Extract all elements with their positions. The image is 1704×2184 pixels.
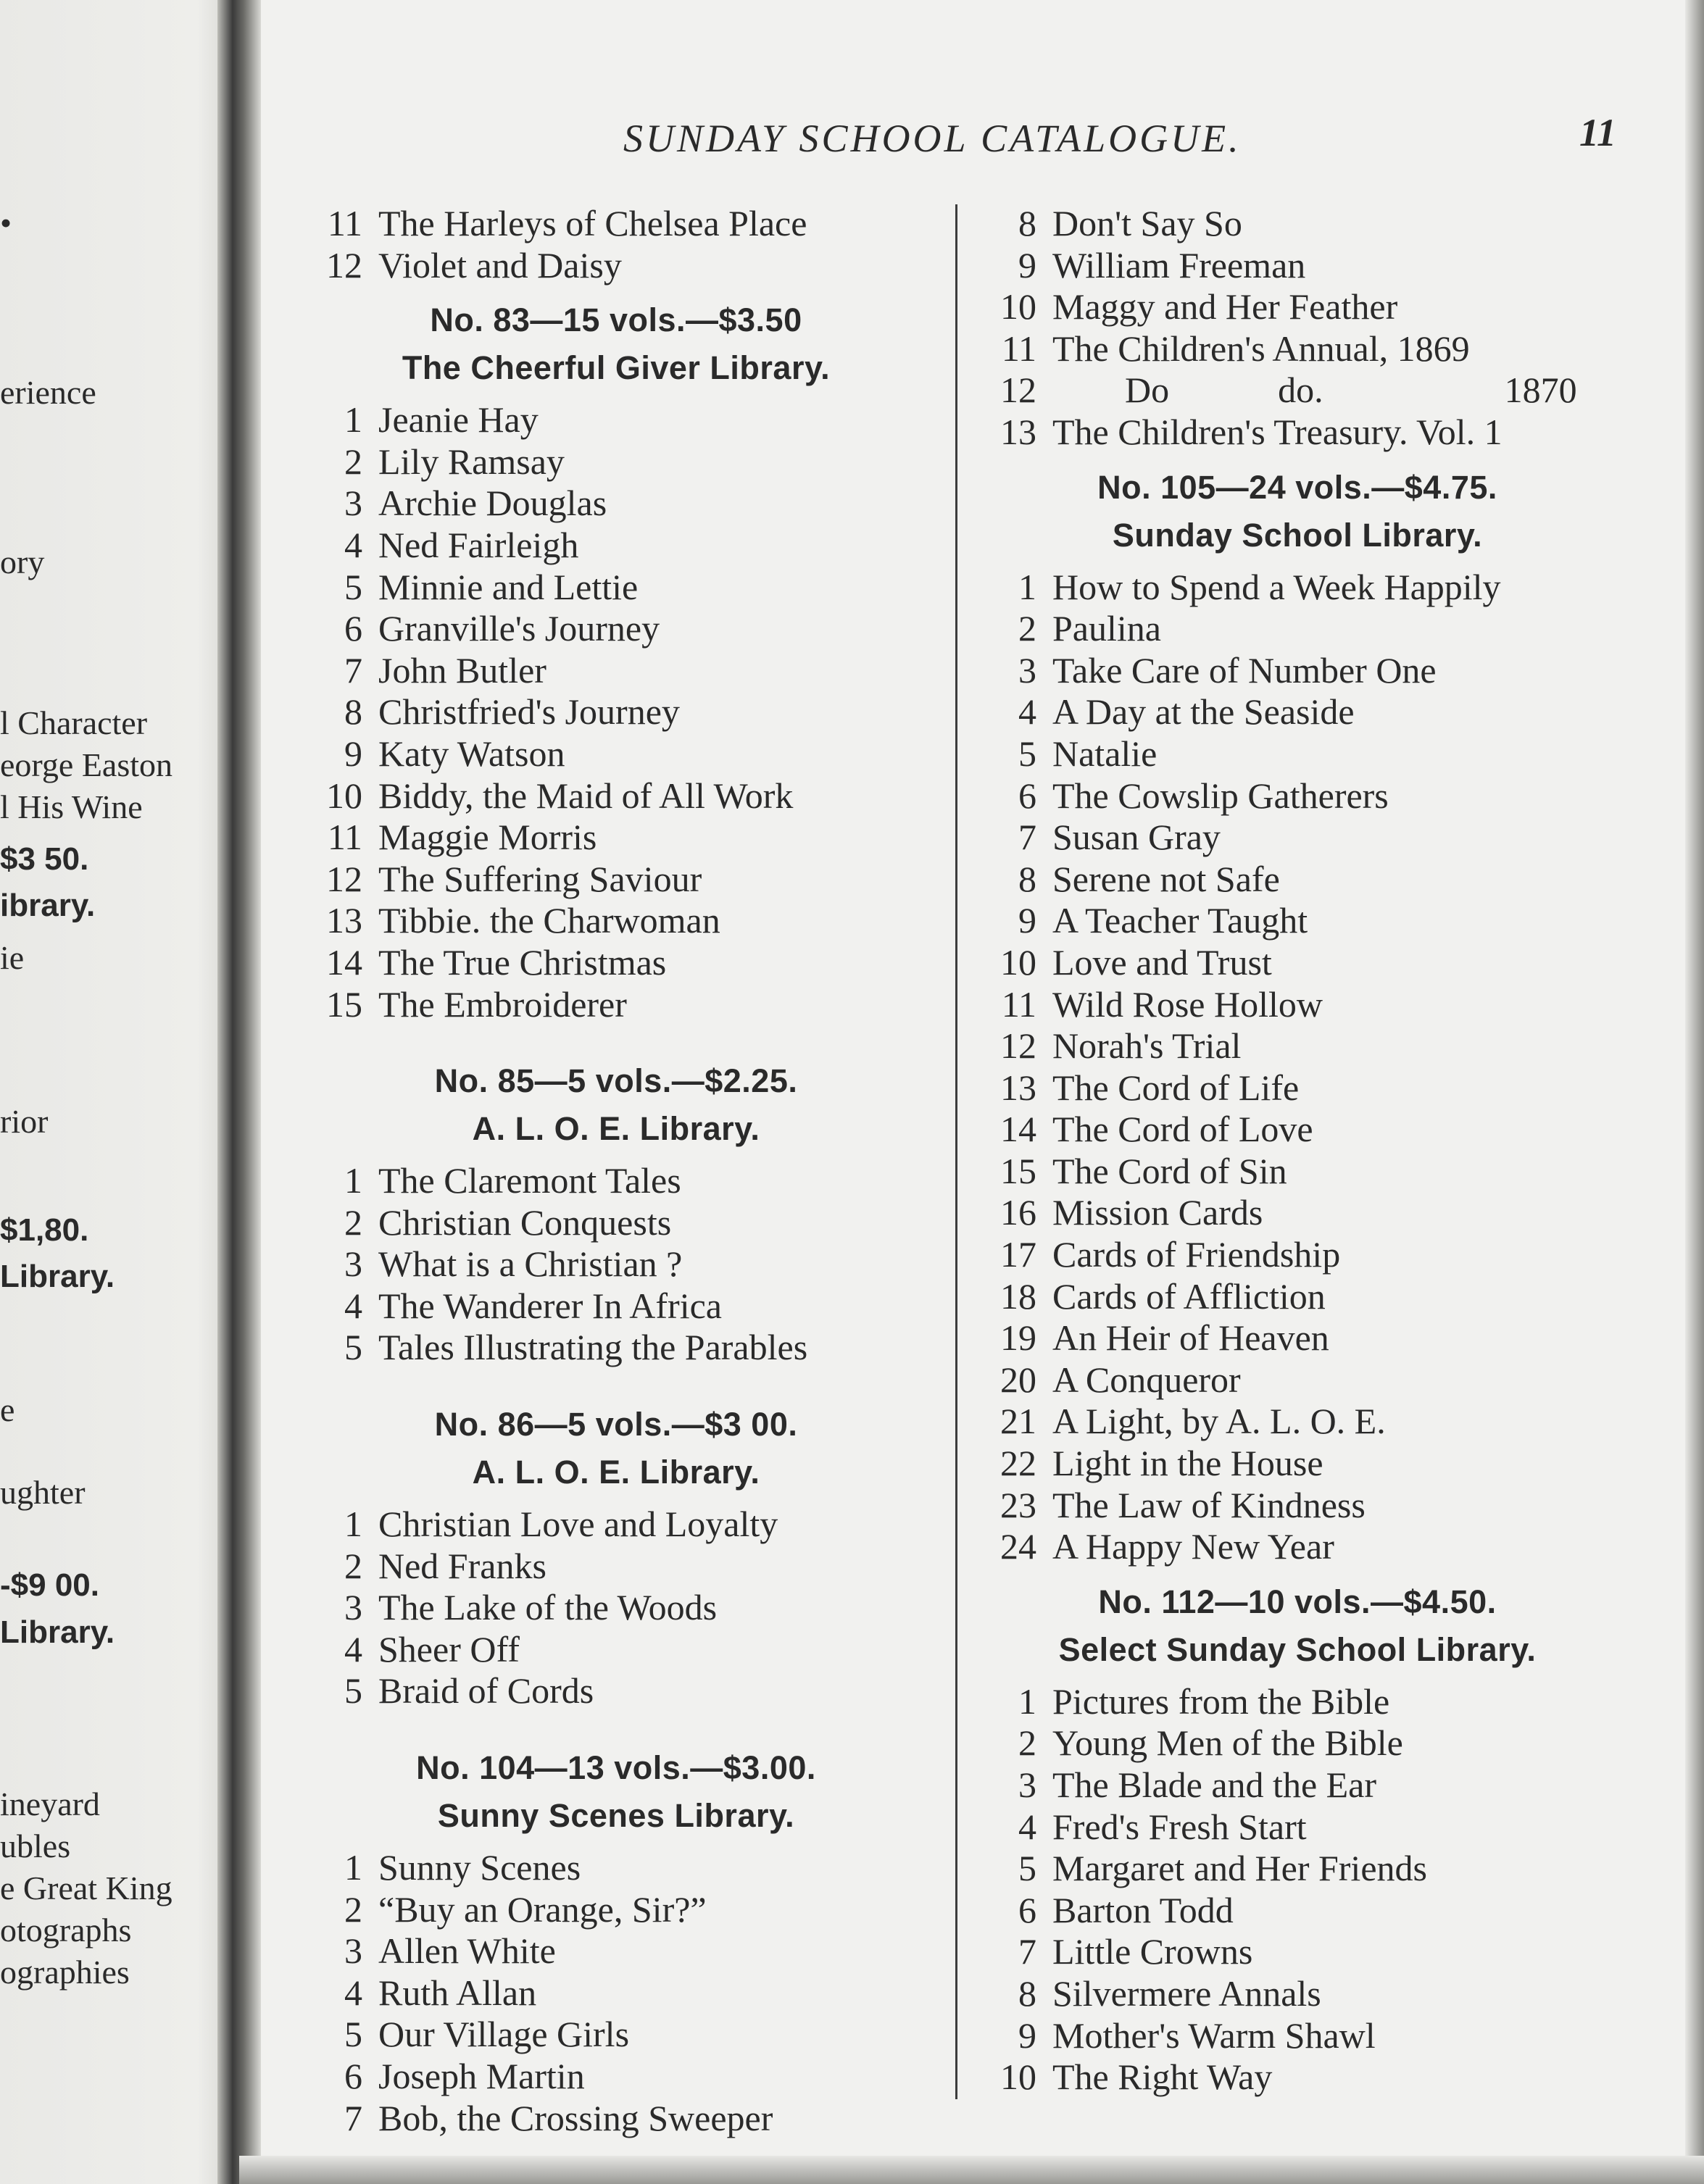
entry-number: 9 — [344, 733, 362, 774]
entry-number: 5 — [344, 1670, 362, 1712]
entry-number: 10 — [1000, 941, 1036, 983]
entry-title: Natalie — [1052, 733, 1158, 774]
catalogue-entry — [971, 370, 1624, 412]
entry-number: 22 — [1000, 1443, 1036, 1484]
catalogue-entry — [971, 817, 1624, 859]
catalogue-entry — [971, 1192, 1624, 1234]
catalogue-entry — [297, 1243, 935, 1285]
entry-title: Katy Watson — [378, 733, 565, 774]
entry-title: A Day at the Seaside — [1052, 691, 1355, 733]
catalogue-entry — [971, 775, 1624, 817]
entry-number: 15 — [326, 983, 362, 1025]
entry-number: 7 — [1018, 817, 1036, 858]
catalogue-entry — [971, 900, 1624, 942]
entry-number: 14 — [1000, 1109, 1036, 1150]
entry-number: 10 — [1000, 2056, 1036, 2098]
entry-title: Silvermere Annals — [1052, 1972, 1321, 2014]
catalogue-entry — [971, 286, 1624, 328]
catalogue-entry — [971, 1973, 1624, 2015]
entry-title: The Wanderer In Africa — [378, 1285, 722, 1326]
entry-title: Cards of Friendship — [1052, 1234, 1341, 1275]
entry-title: Violet and Daisy — [378, 244, 622, 285]
entry-title: John Butler — [378, 649, 546, 691]
entry-title: The Right Way — [1052, 2056, 1273, 2098]
entry-number: 10 — [1000, 286, 1036, 328]
entry-title: Sheer Off — [378, 1628, 520, 1670]
catalogue-entry — [297, 859, 935, 901]
entry-number: 4 — [344, 1972, 362, 2013]
entry-number: 5 — [344, 1327, 362, 1368]
facing-page-text: $1,80. — [0, 1212, 89, 1248]
catalogue-entry — [297, 1889, 935, 1931]
catalogue-entry — [971, 1276, 1624, 1318]
entry-title: William Freeman — [1052, 244, 1306, 285]
entry-title: Bob, the Crossing Sweeper — [378, 2097, 773, 2138]
catalogue-entry — [297, 1629, 935, 1671]
entry-title: The Harleys of Chelsea Place — [378, 203, 807, 243]
facing-page-text: e Great King — [0, 1870, 173, 1906]
catalogue-entry — [971, 1109, 1624, 1151]
catalogue-entry — [971, 1806, 1624, 1849]
catalogue-column-right — [971, 203, 1624, 2098]
entry-title: The Cord of Life — [1052, 1067, 1300, 1108]
entry-number: 15 — [1000, 1150, 1036, 1191]
entry-number: 1 — [344, 1847, 362, 1888]
entry-title: Tibbie. the Charwoman — [378, 900, 720, 941]
entry-title: Ned Fairleigh — [378, 524, 579, 565]
entry-number: 4 — [1018, 1806, 1036, 1847]
entry-title: Barton Todd — [1052, 1889, 1234, 1930]
catalogue-entry — [297, 2098, 935, 2140]
catalogue-entry — [971, 328, 1624, 370]
entry-title: Cards of Affliction — [1052, 1275, 1326, 1317]
library-name: A. L. O. E. Library. — [472, 1454, 760, 1491]
catalogue-column-left — [297, 203, 935, 2139]
entry-number: 6 — [1018, 775, 1036, 816]
catalogue-entry — [297, 567, 935, 609]
catalogue-entry — [971, 733, 1624, 775]
entry-title: Tales Illustrating the Parables — [378, 1327, 808, 1368]
catalogue-entry — [971, 1067, 1624, 1109]
catalogue-entry — [297, 817, 935, 859]
entry-number: 1 — [344, 1160, 362, 1201]
entry-number: 12 — [1000, 1025, 1036, 1067]
entry-number: 18 — [1000, 1275, 1036, 1317]
entry-number: 9 — [1018, 900, 1036, 941]
entry-title: The Blade and the Ear — [1052, 1764, 1377, 1805]
library-name: Sunday School Library. — [1112, 516, 1483, 554]
facing-page-text: ineyard — [0, 1785, 100, 1822]
entry-title: Light in the House — [1052, 1443, 1323, 1484]
facing-page-text: erience — [0, 374, 96, 411]
facing-page-text: ory — [0, 543, 45, 580]
facing-page-text: -$9 00. — [0, 1567, 99, 1603]
facing-page-text: ie — [0, 939, 25, 976]
entry-number: 6 — [1018, 1889, 1036, 1930]
catalogue-entry — [297, 608, 935, 650]
library-name: Sunny Scenes Library. — [437, 1797, 795, 1835]
column-divider — [955, 204, 957, 2099]
entry-number: 1 — [1018, 1680, 1036, 1722]
catalogue-entry — [297, 1847, 935, 1889]
catalogue-entry — [971, 245, 1624, 287]
entry-number: 8 — [1018, 858, 1036, 899]
entry-title: Maggy and Her Feather — [1052, 286, 1398, 328]
catalogue-entry — [971, 1526, 1624, 1568]
entry-number: 7 — [1018, 1931, 1036, 1972]
entry-title: The Children's Treasury. Vol. 1 — [1052, 411, 1503, 452]
entry-number: 4 — [344, 1628, 362, 1670]
entry-number: 21 — [1000, 1401, 1036, 1442]
entry-number: 11 — [327, 817, 362, 858]
catalogue-entry — [297, 984, 935, 1026]
entry-title: A Teacher Taught — [1052, 900, 1308, 941]
entry-title: Christian Love and Loyalty — [378, 1504, 778, 1545]
entry-number: 5 — [344, 566, 362, 607]
entry-number: 5 — [344, 2014, 362, 2055]
catalogue-entry — [971, 1485, 1624, 1527]
facing-page-text: ibrary. — [0, 888, 96, 923]
entry-number: 13 — [1000, 411, 1036, 452]
entry-title: Mother's Warm Shawl — [1052, 2014, 1376, 2056]
catalogue-entry — [297, 900, 935, 942]
catalogue-entry — [297, 1587, 935, 1629]
entry-title: The Cord of Love — [1052, 1109, 1313, 1150]
entry-number: 11 — [1001, 983, 1036, 1025]
entry-title: The Law of Kindness — [1052, 1484, 1366, 1525]
catalogue-entry — [971, 203, 1624, 245]
entry-title: The Cord of Sin — [1052, 1150, 1287, 1191]
entry-number: 23 — [1000, 1484, 1036, 1525]
entry-title: Little Crowns — [1052, 1931, 1253, 1972]
entry-title: The Claremont Tales — [378, 1160, 681, 1201]
entry-title: Archie Douglas — [378, 483, 607, 524]
facing-page-text: e — [0, 1391, 15, 1428]
entry-title: Allen White — [378, 1930, 556, 1972]
section-spacer — [297, 1712, 935, 1734]
entry-number: 6 — [344, 2056, 362, 2096]
entry-number: 24 — [1000, 1526, 1036, 1567]
entry-title: The Suffering Saviour — [378, 858, 702, 899]
entry-number: 9 — [1018, 2014, 1036, 2056]
catalogue-entry — [971, 1151, 1624, 1193]
library-name: The Cheerful Giver Library. — [402, 349, 831, 387]
catalogue-entry — [297, 1546, 935, 1588]
facing-page-text: otographs — [0, 1912, 132, 1948]
catalogue-entry — [297, 1972, 935, 2014]
catalogue-entry — [297, 1160, 935, 1202]
entry-title: “Buy an Orange, Sir?” — [378, 1888, 707, 1930]
entry-number: 12 — [326, 244, 362, 285]
entry-number: 14 — [326, 941, 362, 983]
entry-title: Don't Say So — [1052, 203, 1242, 243]
entry-title: Take Care of Number One — [1052, 649, 1437, 691]
catalogue-entry — [971, 984, 1624, 1026]
facing-page-text: • — [0, 204, 12, 241]
entry-title: Granville's Journey — [378, 608, 660, 649]
entry-number: 3 — [344, 483, 362, 524]
facing-page-text: l His Wine — [0, 788, 143, 825]
library-number-price: No. 83—15 vols.—$3.50 — [430, 301, 802, 339]
catalogue-entry — [297, 775, 935, 817]
entry-number: 12 — [1000, 370, 1036, 411]
catalogue-entry — [971, 1443, 1624, 1485]
catalogue-entry — [971, 650, 1624, 692]
entry-number: 4 — [344, 1285, 362, 1326]
entry-title: The Cowslip Gatherers — [1052, 775, 1389, 816]
facing-page-text: Library. — [0, 1259, 115, 1294]
entry-title: Wild Rose Hollow — [1052, 983, 1323, 1025]
entry-title: How to Spend a Week Happily — [1052, 566, 1501, 607]
entry-title: The True Christmas — [378, 941, 667, 983]
running-title: SUNDAY SCHOOL CATALOGUE. — [623, 117, 1242, 160]
entry-title: Christian Conquests — [378, 1201, 672, 1243]
entry-number: 12 — [326, 858, 362, 899]
facing-page-text: Library. — [0, 1614, 115, 1650]
entry-title: Sunny Scenes — [378, 1847, 581, 1888]
entry-number: 10 — [326, 775, 362, 816]
page-bottom-shadow — [239, 2156, 1704, 2184]
entry-title: Christfried's Journey — [378, 691, 680, 733]
entry-title: Lily Ramsay — [378, 441, 565, 482]
library-number-price: No. 105—24 vols.—$4.75. — [1097, 468, 1497, 506]
facing-page-text: rior — [0, 1103, 49, 1140]
catalogue-entry — [971, 2056, 1624, 2098]
entry-title: An Heir of Heaven — [1052, 1317, 1329, 1359]
entry-number: 3 — [1018, 649, 1036, 691]
catalogue-entry — [971, 1025, 1624, 1067]
entry-title: Braid of Cords — [378, 1670, 594, 1712]
catalogue-entry — [297, 1670, 935, 1712]
entry-number: 2 — [1018, 608, 1036, 649]
entry-number: 2 — [344, 1201, 362, 1243]
entry-number: 8 — [344, 691, 362, 733]
entry-title: Ruth Allan — [378, 1972, 537, 2013]
entry-number: 5 — [1018, 733, 1036, 774]
catalogue-entry — [297, 650, 935, 692]
entry-number: 2 — [1018, 1722, 1036, 1764]
entry-title: Young Men of the Bible — [1052, 1722, 1403, 1764]
entry-number: 11 — [327, 203, 362, 243]
entry-title: Jeanie Hay — [378, 399, 539, 441]
entry-title: Norah's Trial — [1052, 1025, 1242, 1067]
catalogue-entry — [971, 2015, 1624, 2057]
catalogue-entry — [297, 1930, 935, 1972]
entry-title: Susan Gray — [1052, 817, 1221, 858]
entry-title: The Lake of the Woods — [378, 1587, 718, 1628]
page-number: 11 — [1579, 111, 1616, 154]
catalogue-entry — [297, 441, 935, 483]
entry-title: A Light, by A. L. O. E. — [1052, 1401, 1386, 1442]
entry-title: Pictures from the Bible — [1052, 1680, 1390, 1722]
entry-title: Serene not Safe — [1052, 858, 1280, 899]
entry-number: 1 — [344, 399, 362, 441]
entry-number: 3 — [344, 1587, 362, 1628]
entry-number: 11 — [1001, 328, 1036, 369]
catalogue-entry — [297, 483, 935, 525]
catalogue-entry — [297, 942, 935, 984]
library-number-price: No. 86—5 vols.—$3 00. — [434, 1406, 798, 1443]
entry-title: Fred's Fresh Start — [1052, 1806, 1307, 1847]
catalogue-entry — [971, 1401, 1624, 1443]
catalogue-entry — [971, 1234, 1624, 1276]
catalogue-entry — [971, 1722, 1624, 1764]
entry-title: Do do. 1870 — [1052, 370, 1577, 411]
library-name: A. L. O. E. Library. — [472, 1110, 760, 1148]
catalogue-entry — [971, 859, 1624, 901]
catalogue-entry — [297, 203, 935, 245]
entry-title: Maggie Morris — [378, 817, 597, 858]
entry-title: A Happy New Year — [1052, 1526, 1334, 1567]
library-number-price: No. 112—10 vols.—$4.50. — [1098, 1583, 1497, 1620]
entry-title: Minnie and Lettie — [378, 566, 639, 607]
facing-page-text: l Character — [0, 704, 148, 741]
catalogue-entry — [297, 691, 935, 733]
entry-number: 2 — [344, 1545, 362, 1586]
entry-number: 13 — [1000, 1067, 1036, 1108]
catalogue-entry — [297, 733, 935, 775]
entry-number: 16 — [1000, 1192, 1036, 1233]
catalogue-entry — [297, 245, 935, 287]
entry-title: The Children's Annual, 1869 — [1052, 328, 1470, 369]
entry-title: A Conqueror — [1052, 1359, 1241, 1400]
catalogue-entry — [297, 1285, 935, 1328]
catalogue-entry — [971, 1359, 1624, 1401]
entry-title: Biddy, the Maid of All Work — [378, 775, 794, 816]
facing-page-fragment — [0, 0, 232, 2184]
entry-number: 2 — [344, 1888, 362, 1930]
catalogue-entry — [297, 1327, 935, 1369]
entry-number: 4 — [344, 524, 362, 565]
catalogue-entry — [971, 412, 1624, 454]
entry-number: 1 — [344, 1504, 362, 1545]
catalogue-entry — [971, 1931, 1624, 1973]
entry-number: 19 — [1000, 1317, 1036, 1359]
entry-title: Mission Cards — [1052, 1192, 1263, 1233]
entry-number: 13 — [326, 900, 362, 941]
facing-page-text: ographies — [0, 1954, 130, 1991]
entry-title: Joseph Martin — [378, 2056, 585, 2096]
catalogue-entry — [971, 1764, 1624, 1806]
entry-number: 2 — [344, 441, 362, 482]
catalogue-entry — [971, 567, 1624, 609]
catalogue-entry — [297, 2014, 935, 2056]
entry-number: 3 — [344, 1930, 362, 1972]
entry-number: 17 — [1000, 1234, 1036, 1275]
entry-number: 8 — [1018, 1972, 1036, 2014]
catalogue-entry — [297, 2056, 935, 2098]
catalogue-entry — [971, 1890, 1624, 1932]
catalogue-entry — [297, 399, 935, 441]
library-name: Select Sunday School Library. — [1058, 1630, 1537, 1668]
entry-title: Margaret and Her Friends — [1052, 1848, 1427, 1889]
entry-number: 9 — [1018, 244, 1036, 285]
entry-title: What is a Christian ? — [378, 1243, 683, 1285]
catalogue-entry — [297, 1202, 935, 1244]
entry-number: 3 — [1018, 1764, 1036, 1805]
book-gutter — [217, 0, 261, 2184]
entry-number: 5 — [1018, 1848, 1036, 1889]
entry-number: 7 — [344, 2097, 362, 2138]
catalogue-entry — [297, 1504, 935, 1546]
entry-number: 6 — [344, 608, 362, 649]
section-spacer — [297, 1369, 935, 1391]
entry-number: 4 — [1018, 691, 1036, 733]
catalogue-entry — [971, 691, 1624, 733]
catalogue-entry — [971, 1681, 1624, 1723]
library-number-price: No. 85—5 vols.—$2.25. — [434, 1062, 798, 1100]
entry-number: 1 — [1018, 566, 1036, 607]
entry-number: 7 — [344, 649, 362, 691]
catalogue-entry — [971, 942, 1624, 984]
catalogue-entry — [297, 525, 935, 567]
facing-page-text: $3 50. — [0, 841, 89, 877]
catalogue-entry — [971, 1317, 1624, 1359]
facing-page-text: ughter — [0, 1474, 86, 1511]
entry-number: 20 — [1000, 1359, 1036, 1400]
library-number-price: No. 104—13 vols.—$3.00. — [416, 1749, 816, 1787]
entry-title: Paulina — [1052, 608, 1161, 649]
section-spacer — [297, 1025, 935, 1047]
catalogue-entry — [971, 1848, 1624, 1890]
facing-page-text: eorge Easton — [0, 746, 173, 783]
entry-title: Love and Trust — [1052, 941, 1272, 983]
catalogue-entry — [971, 608, 1624, 650]
page-edge-shadow — [1685, 0, 1704, 2184]
entry-title: The Embroiderer — [378, 983, 627, 1025]
facing-page-text: ubles — [0, 1827, 71, 1864]
entry-number: 3 — [344, 1243, 362, 1285]
entry-title: Our Village Girls — [378, 2014, 630, 2055]
entry-number: 8 — [1018, 203, 1036, 243]
entry-title: Ned Franks — [378, 1545, 546, 1586]
